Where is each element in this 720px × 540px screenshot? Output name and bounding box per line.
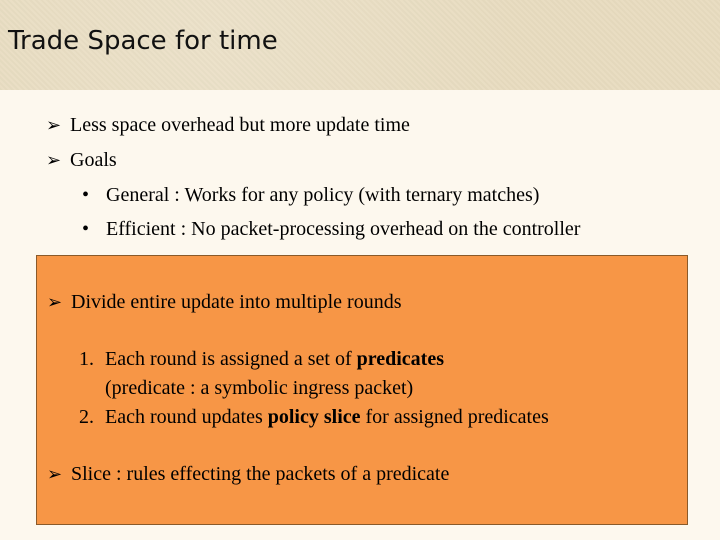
arrow-bullet-icon: ➢ [47,292,63,313]
dot-bullet-icon: • [82,218,90,240]
dot-bullet-icon: • [82,184,90,206]
arrow-bullet-icon: ➢ [47,464,63,485]
highlight-box [36,255,688,525]
bullet-text: Goals [70,149,117,171]
item-number: 2. [79,406,94,428]
bullet-item [46,108,580,143]
box-bullet-text: Slice : rules effecting the packets of a predicate [71,463,450,485]
arrow-bullet-icon: ➢ [46,150,62,171]
box-bullet-item [47,291,402,314]
sub-bullet-item [46,178,580,212]
sub-bullet-item [46,212,580,246]
numbered-item-continuation: (predicate : a symbolic ingress packet) [105,377,414,399]
bullet-list [46,108,580,246]
item-bold-text: policy slice [267,406,361,428]
box-bullet-item [47,463,449,486]
box-bullet-text: Divide entire update into multiple rounds [71,291,402,313]
item-text: Each round updates [105,406,268,428]
bullet-text: Less space overhead but more update time [70,114,410,136]
item-number: 1. [79,348,94,370]
item-text: for assigned predicates [360,406,549,428]
sub-bullet-text: General : Works for any policy (with ternary matches) [106,184,540,206]
item-bold-text: predicates [356,348,445,370]
arrow-bullet-icon: ➢ [46,115,62,136]
bullet-item [46,143,580,178]
item-text: Each round is assigned a set of [105,348,357,370]
numbered-item [79,348,444,371]
slide-title: Trade Space for time [8,26,278,56]
numbered-item [79,406,549,429]
sub-bullet-text: Efficient : No packet-processing overhead on the controller [106,218,581,240]
title-bar [0,0,720,90]
